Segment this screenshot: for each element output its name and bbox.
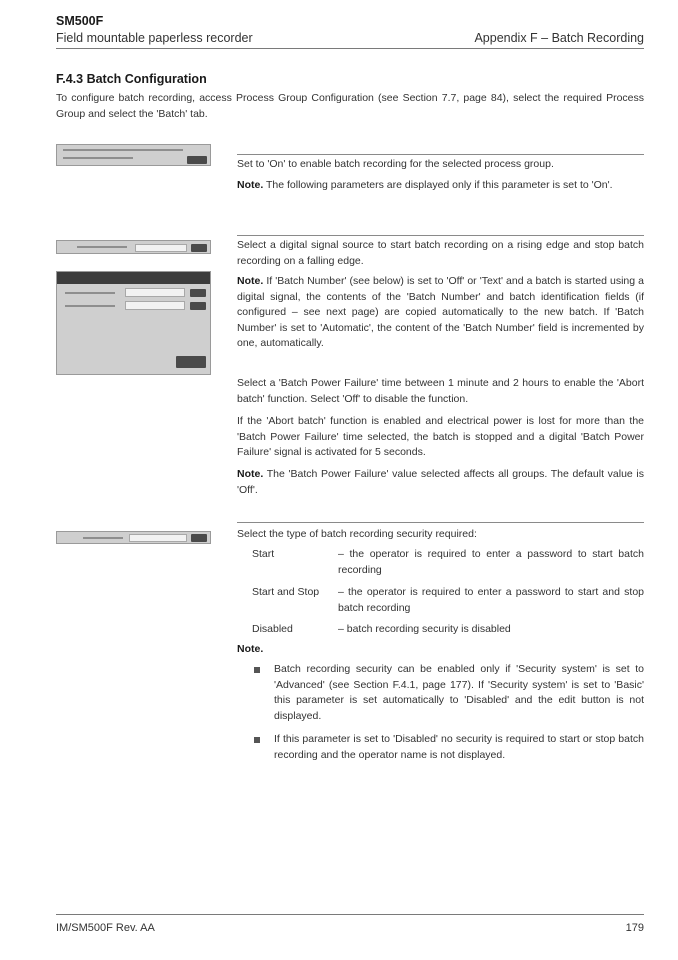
bullet-text: Batch recording security can be enabled only if 'Security system' is set to 'Advanced' (see Section F.4.1, page 177). If 'Security system' is set to 'Basic' this parameter is set automatically to 'Disabled' and the edit button is not displayed. bbox=[274, 663, 644, 722]
security-option bbox=[252, 547, 644, 578]
option-value: – the operator is required to enter a password to start and stop batch recording bbox=[338, 586, 644, 614]
note-text: If 'Batch Number' (see below) is set to 'Off' or 'Text' and a batch is started using a digital signal, the contents of the 'Batch Number' and batch identification fields (if configured – see next page) are copied automatically to the new batch. If 'Batch Number' is set to 'Automatic', the content of the 'Batch Number' field is incremented by one, automatically. bbox=[237, 275, 644, 349]
option-value: – the operator is required to enter a password to start batch recording bbox=[338, 548, 644, 576]
footer-divider bbox=[56, 914, 644, 915]
power-failure-dialog-screenshot bbox=[56, 271, 211, 375]
header-divider bbox=[56, 48, 644, 49]
bullet-icon bbox=[254, 667, 260, 673]
batch-enable-text: Set to 'On' to enable batch recording for the selected process group. bbox=[237, 158, 554, 170]
header-product: SM500F bbox=[56, 14, 104, 28]
security-note-label bbox=[237, 642, 644, 658]
note-text: The 'Batch Power Failure' value selected affects all groups. The default value is 'Off'. bbox=[237, 468, 644, 496]
batch-enable-note bbox=[237, 178, 644, 194]
header-section-ref: Appendix F – Batch Recording bbox=[474, 31, 644, 45]
abort-batch-text: If the 'Abort batch' function is enabled and electrical power is lost for more than the 'Batch Power Failure' time selected, the batch is stopped and a digital 'Batch Power Failure' signal is activated for 5 seconds. bbox=[237, 415, 644, 458]
note-label: Note. bbox=[237, 643, 264, 655]
option-key: Start and Stop bbox=[252, 586, 320, 598]
header-subtitle: Field mountable paperless recorder bbox=[56, 31, 253, 45]
security-option bbox=[252, 622, 644, 638]
bullet-icon bbox=[254, 737, 260, 743]
security-text: Select the type of batch recording security required: bbox=[237, 528, 477, 540]
note-label: Note. bbox=[237, 275, 264, 287]
note-label: Note. bbox=[237, 468, 264, 480]
digital-source-note bbox=[237, 274, 644, 352]
footer-page-number: 179 bbox=[625, 922, 644, 934]
note-text: The following parameters are displayed only if this parameter is set to 'On'. bbox=[265, 179, 613, 191]
note-label: Note. bbox=[237, 179, 264, 191]
block1-divider bbox=[237, 154, 644, 155]
footer-doc-id: IM/SM500F Rev. AA bbox=[56, 922, 155, 934]
option-key: Disabled bbox=[252, 623, 293, 635]
bullet-text: If this parameter is set to 'Disabled' no security is required to start or stop batch recording and the operator name is not displayed. bbox=[274, 733, 644, 761]
security-note-bullet bbox=[252, 662, 644, 726]
block2-divider bbox=[237, 235, 644, 236]
security-note-bullet bbox=[252, 732, 644, 764]
digital-source-screenshot bbox=[56, 240, 211, 254]
option-key: Start bbox=[252, 548, 275, 560]
power-failure-text: Select a 'Batch Power Failure' time between 1 minute and 2 hours to enable the 'Abort batch' function. Select 'Off' to disable the function. bbox=[237, 377, 644, 405]
security-option bbox=[252, 585, 644, 616]
section-intro: To configure batch recording, access Process Group Configuration (see Section 7.7, page 84), select the required Process Group and select the 'Batch' tab. bbox=[56, 92, 644, 120]
block3-divider bbox=[237, 522, 644, 523]
batch-enable-screenshot bbox=[56, 144, 211, 166]
security-screenshot bbox=[56, 531, 211, 544]
digital-source-text: Select a digital signal source to start batch recording on a rising edge and stop batch recording on a falling edge. bbox=[237, 239, 644, 267]
section-title: F.4.3 Batch Configuration bbox=[56, 72, 207, 86]
power-failure-note bbox=[237, 467, 644, 498]
option-value: – batch recording security is disabled bbox=[338, 623, 511, 635]
